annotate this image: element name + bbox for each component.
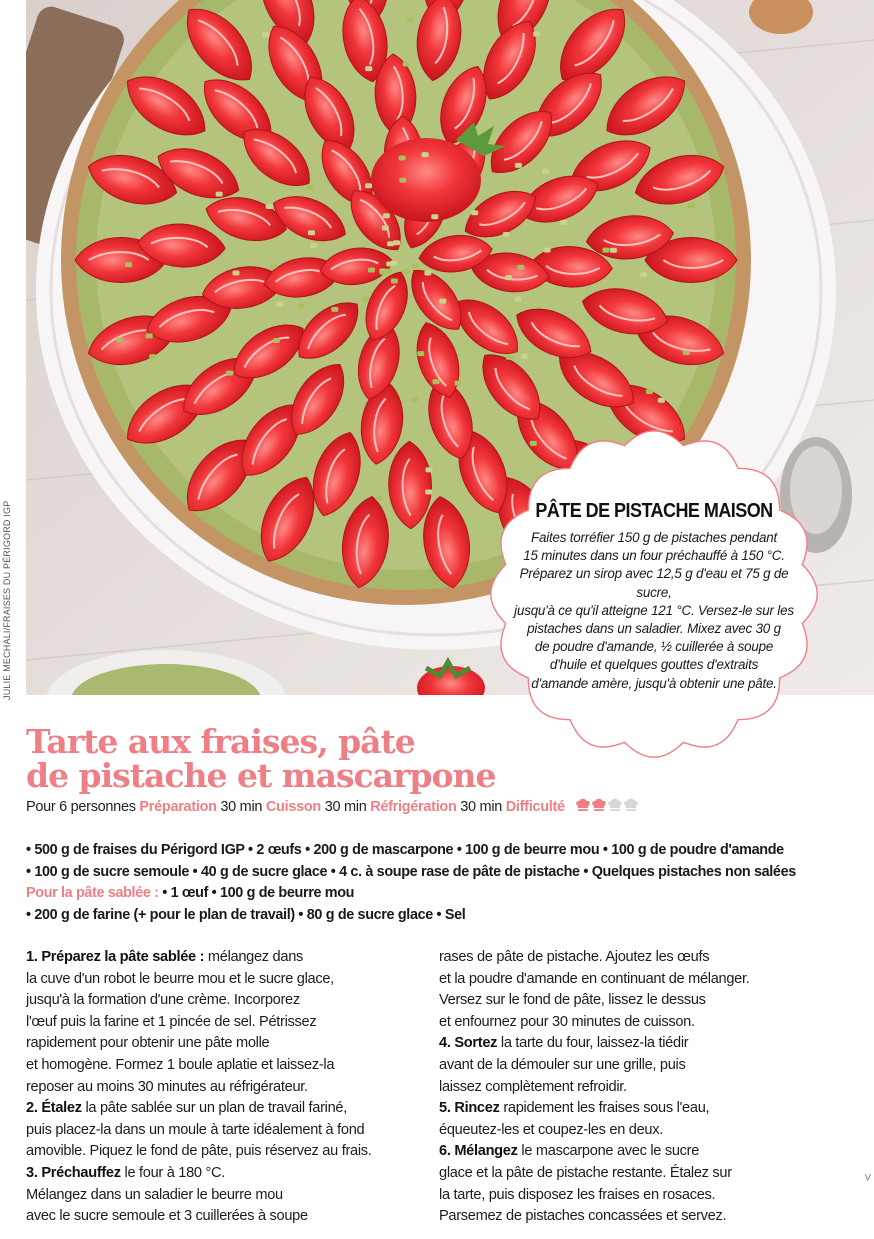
step-line xyxy=(439,1033,839,1055)
pistachio-piece xyxy=(266,204,273,209)
pistachio-piece xyxy=(297,303,304,308)
step-text: la tarte du four, laissez-la tiédir xyxy=(497,1035,689,1052)
step-line xyxy=(439,1077,839,1099)
recipe-meta xyxy=(26,797,826,817)
step-line xyxy=(26,1206,421,1228)
step-verb: 1. Préparez la pâte sablée : xyxy=(26,949,205,965)
step-line xyxy=(439,969,839,991)
step-text: la cuve d'un robot le beurre mou et le sucre glace, xyxy=(26,970,334,987)
step-text: amovible. Piquez le fond de pâte, puis réservez au frais. xyxy=(26,1143,372,1160)
step-line xyxy=(439,1055,839,1077)
pistachio-piece xyxy=(533,32,540,37)
callout-title: PÂTE DE PISTACHE MAISON xyxy=(535,500,773,522)
pistachio-piece xyxy=(560,220,567,225)
step-text: avec le sucre semoule et 3 cuillerées à soupe xyxy=(26,1208,308,1225)
ingredients-line xyxy=(26,883,836,905)
chef-hat-icon xyxy=(575,797,591,813)
pistachio-piece xyxy=(517,265,524,270)
step-line xyxy=(439,947,839,969)
step-text: jusqu'à la formation d'une crème. Incorporez xyxy=(26,992,300,1009)
recipe-title xyxy=(26,722,586,795)
step-text: la pâte sablée sur un plan de travail fariné, xyxy=(81,1100,347,1117)
recipe-title-line: Tarte aux fraises, pâte xyxy=(26,722,415,761)
difficulty-chef-hat-icons xyxy=(575,797,639,817)
step-line xyxy=(26,1098,421,1120)
pistachio-piece xyxy=(365,183,372,188)
pistachio-piece xyxy=(403,269,410,274)
pistachio-piece xyxy=(276,302,283,307)
step-verb: 5. Rincez xyxy=(439,1100,500,1117)
step-line xyxy=(439,1163,839,1185)
ingredients-line: • 200 g de farine (+ pour le plan de travail) • 80 g de sucre glace • Sel xyxy=(26,906,466,923)
ingredients-line: • 100 g de sucre semoule • 40 g de sucre glace • 4 c. à soupe rase de pâte de pistache • Quelques pistaches non salées xyxy=(26,863,796,880)
step-text: le mascarpone avec le sucre xyxy=(517,1143,700,1160)
pistachio-piece xyxy=(422,152,429,157)
shortcrust-items: • 1 œuf • 100 g de beurre mou xyxy=(158,885,355,902)
step-line xyxy=(26,1055,421,1077)
pistachio-piece xyxy=(514,297,521,302)
step-text: et la poudre d'amande en continuant de mélanger. xyxy=(439,970,750,987)
shortcrust-label: Pour la pâte sablée : xyxy=(26,885,159,902)
step-text: la tarte, puis disposez les fraises en rosaces. xyxy=(439,1186,716,1203)
chef-hat-icon xyxy=(623,797,639,813)
servings: Pour 6 personnes xyxy=(26,799,136,815)
pistachio-piece xyxy=(403,62,410,67)
cook-label: Cuisson xyxy=(265,799,321,815)
pistachio-piece xyxy=(417,351,424,356)
pistachio-piece xyxy=(425,490,432,495)
callout-line: Préparez un sirop avec 12,5 g d'eau et 75 g de sucre, xyxy=(519,566,789,600)
pistachio-piece xyxy=(146,333,153,338)
pistachio-piece xyxy=(515,163,522,168)
pistachio-piece xyxy=(270,264,277,269)
step-text: le four à 180 °C. xyxy=(120,1164,226,1181)
pistachio-piece xyxy=(646,389,653,394)
pistachio-piece xyxy=(503,232,510,237)
ingredients-list xyxy=(26,840,836,926)
step-text: rases de pâte de pistache. Ajoutez les œufs xyxy=(439,949,710,965)
pistachio-piece xyxy=(439,299,446,304)
step-line xyxy=(26,1012,421,1034)
step-line xyxy=(26,1033,421,1055)
callout-line: 15 minutes dans un four préchauffé à 150 °C. xyxy=(523,548,785,564)
step-verb: 2. Étalez xyxy=(26,1100,82,1117)
ingredients-line: • 500 g de fraises du Périgord IGP • 2 œufs • 200 g de mascarpone • 100 g de beurre mou • 100 g de poudre d'amande xyxy=(26,842,784,858)
pistachio-piece xyxy=(471,210,478,215)
chill-value: 30 min xyxy=(460,799,503,815)
pistachio-piece xyxy=(411,397,418,402)
pistachio-piece xyxy=(683,350,690,355)
step-text: rapidement pour obtenir une pâte molle xyxy=(26,1035,270,1052)
pistachio-piece xyxy=(544,248,551,253)
pistachio-piece xyxy=(216,192,223,197)
step-line xyxy=(26,1163,421,1185)
pistachio-piece xyxy=(506,355,513,360)
callout-text xyxy=(502,529,806,693)
prep-label: Préparation xyxy=(139,799,217,815)
steps-column-left xyxy=(26,947,421,1228)
pistachio-piece xyxy=(505,275,512,280)
callout-line: de poudre d'amande, ½ cuillerée à soupe xyxy=(534,639,774,655)
chef-hat-icon xyxy=(591,797,607,813)
pistachio-piece xyxy=(688,203,695,208)
pistachio-piece xyxy=(542,169,549,174)
step-line xyxy=(26,1077,421,1099)
difficulty-label: Difficulté xyxy=(505,799,565,815)
step-line xyxy=(439,1141,839,1163)
step-verb: 3. Préchauffez xyxy=(26,1164,121,1181)
pistachio-piece xyxy=(399,156,406,161)
step-line xyxy=(26,1141,421,1163)
pistachio-piece xyxy=(407,18,414,23)
step-text: équeutez-les et coupez-les en deux. xyxy=(439,1121,663,1138)
callout-line: jusqu'à ce qu'il atteigne 121 °C. Versez-le sur les xyxy=(514,602,794,618)
pistachio-piece xyxy=(393,240,400,245)
pistachio-piece xyxy=(383,213,390,218)
step-text: laissez complètement refroidir. xyxy=(439,1078,627,1095)
pistachio-piece xyxy=(307,185,314,190)
step-text: reposer au moins 30 minutes au réfrigérateur. xyxy=(26,1078,308,1095)
pistachio-piece xyxy=(455,381,462,386)
step-text: rapidement les fraises sous l'eau, xyxy=(499,1100,710,1117)
pistachio-piece xyxy=(412,263,419,268)
step-text: mélangez dans xyxy=(204,949,304,965)
photo-credit: JULIE MECHALI/FRAISES DU PÉRIGORD IGP xyxy=(2,500,12,700)
step-line xyxy=(26,1185,421,1207)
step-line xyxy=(439,1206,839,1228)
prep-value: 30 min xyxy=(220,799,263,815)
pistachio-piece xyxy=(603,248,610,253)
pistachio-piece xyxy=(382,226,389,231)
pistachio-piece xyxy=(391,279,398,284)
pistachio-paste-callout xyxy=(478,420,830,768)
step-text: l'œuf puis la farine et 1 pincée de sel. Pétrissez xyxy=(26,1013,317,1030)
pistachio-piece xyxy=(521,354,528,359)
pistachio-piece xyxy=(226,371,233,376)
steps-column-right xyxy=(439,947,839,1228)
step-text: glace et la pâte de pistache restante. Étalez sur xyxy=(439,1164,732,1181)
step-line xyxy=(439,1098,839,1120)
chill-label: Réfrigération xyxy=(370,799,457,815)
pistachio-piece xyxy=(362,297,369,302)
recipe-title-line: de pistache et mascarpone xyxy=(26,756,496,795)
pistachio-piece xyxy=(610,248,617,253)
pistachio-piece xyxy=(387,241,394,246)
step-text: et enfournez pour 30 minutes de cuisson. xyxy=(439,1013,695,1030)
pistachio-piece xyxy=(640,272,647,277)
callout-line: pistaches dans un saladier. Mixez avec 30 g xyxy=(527,621,781,637)
pistachio-piece xyxy=(149,354,156,359)
callout-line: Faites torréfier 150 g de pistaches pendant xyxy=(531,530,777,545)
pistachio-piece xyxy=(125,262,132,267)
pistachio-piece xyxy=(433,379,440,384)
step-text: avant de la démouler sur une grille, puis xyxy=(439,1056,686,1073)
step-line xyxy=(26,947,421,969)
pistachio-piece xyxy=(424,271,431,276)
step-text: Versez sur le fond de pâte, lissez le dessus xyxy=(439,992,706,1009)
cook-value: 30 min xyxy=(324,799,367,815)
pistachio-piece xyxy=(310,243,317,248)
chef-hat-icon xyxy=(607,797,623,813)
step-text: Parsemez de pistaches concassées et servez. xyxy=(439,1208,727,1225)
pistachio-piece xyxy=(273,338,280,343)
pistachio-piece xyxy=(368,268,375,273)
pistachio-piece xyxy=(365,66,372,71)
pistachio-piece xyxy=(233,271,240,276)
pistachio-piece xyxy=(384,269,391,274)
step-line xyxy=(439,1120,839,1142)
step-line xyxy=(26,969,421,991)
step-text: puis placez-la dans un moule à tarte idéalement à fond xyxy=(26,1121,365,1138)
pistachio-piece xyxy=(426,467,433,472)
pistachio-piece xyxy=(399,178,406,183)
pistachio-piece xyxy=(116,337,123,342)
step-text: et homogène. Formez 1 boule aplatie et laissez-la xyxy=(26,1056,335,1073)
step-text: Mélangez dans un saladier le beurre mou xyxy=(26,1186,283,1203)
whole-strawberry xyxy=(371,138,481,222)
pistachio-piece xyxy=(386,262,393,267)
pistachio-piece xyxy=(262,32,269,37)
pistachio-piece xyxy=(331,307,338,312)
step-verb: 4. Sortez xyxy=(439,1035,498,1052)
step-line xyxy=(26,990,421,1012)
step-line xyxy=(439,1185,839,1207)
pistachio-piece xyxy=(431,214,438,219)
pistachio-piece xyxy=(658,398,665,403)
pistachio-piece xyxy=(308,230,315,235)
step-line xyxy=(439,1012,839,1034)
step-line xyxy=(439,990,839,1012)
callout-line: d'huile et quelques gouttes d'extraits xyxy=(549,657,759,673)
pistachio-piece xyxy=(376,496,383,501)
step-line xyxy=(26,1120,421,1142)
page-edge-mark: ˅ xyxy=(864,1170,872,1185)
callout-line: d'amande amère, jusqu'à obtenir une pâte. xyxy=(531,675,777,691)
step-verb: 6. Mélangez xyxy=(439,1143,518,1160)
